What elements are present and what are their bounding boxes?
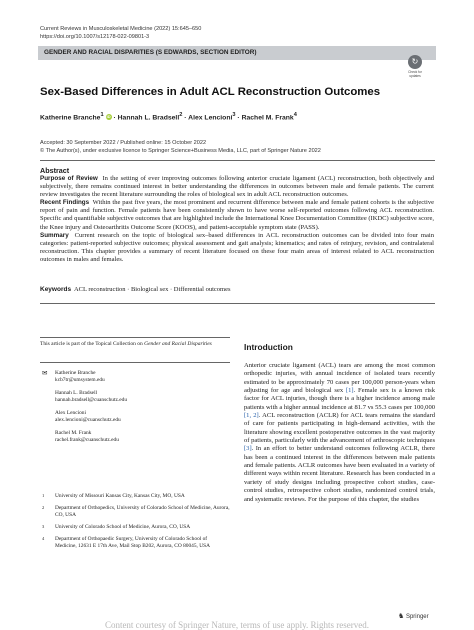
abstract-summary: Summary Current research on the topic of biological sex–based differences in ACL reconstruction outcomes can be divided into four main categories: patient-reported subjective outcomes; physical assessment and gait analysis; kinematics; and rates of reinjury, revision, and contralateral reconstruction. This chapter provides a summary of recent literature focused on these four main areas of interest related to ACL reconstruction outcomes in males and females. — [40, 231, 434, 263]
orcid-icon[interactable]: iD — [106, 114, 111, 120]
citation-link[interactable]: [3] — [244, 445, 252, 453]
doi-link[interactable]: https://doi.org/10.1007/s12178-022-09801-3 — [40, 34, 150, 40]
publisher-logo: ♞ Springer — [398, 613, 429, 620]
springer-horse-icon: ♞ — [398, 613, 405, 620]
email-link[interactable]: kcb7tr@umsystem.edu — [55, 377, 105, 383]
author-list: Katherine Branche$^1$ iD · Hannah L. Bradsell$^2$ · Alex Lencioni$^3$ · Rachel M. Frank$^4$ — [40, 112, 297, 122]
abstract-findings: Recent Findings Within the past five years, the most prominent and recurrent difference between male and female patient cohorts is the subjective report of pain and function. Female patients have been consistently shown to have worse self-reported outcomes following ACL reconstruction. Specific and quantifiable subjective outcomes that are highlighted include the International Knee Documentation Committee (IKDC) subjective score, the Knee injury and Osteoarthritis Outcome Score (KOOS), and patient-acceptable symptom state (PASS). — [40, 199, 434, 231]
introduction-body: Anterior cruciate ligament (ACL) tears are among the most common orthopedic injuries, with annual incidence of isolated tears recently estimated to be approximately 70 cases per 100,000 person-years when adjusting for age and biological sex [1]. Female sex is a known risk factor for ACL injuries, though there is a higher incidence among male patients with a higher annual incidence at 81.7 vs 55.3 cases per 100,000 [1, 2]. ACL reconstruction (ACLR) for ACL tears remains the standard of care for patients participating in high-demand activities, with the literature showing excellent postoperative outcomes in the vast majority of patients, particularly with the advancement of arthroscopic techniques [3]. In an effort to better understand outcomes following ACLR, there has been a continued interest in the differences between male patients and female patients. ACLR outcomes have been evaluated in a variety of different ways within recent literature. Research has been conducted in a variety of study designs including prospective cohort studies, case-control studies, retrospective cohort studies, randomized control trials, and systematic reviews. For the purpose of this chapter, the studies — [244, 362, 436, 503]
introduction-heading: Introduction — [244, 342, 293, 352]
dates-line: Accepted: 30 September 2022 / Published online: 15 October 2022 — [40, 140, 207, 146]
keywords-items: ACL reconstruction · Biological sex · Differential outcomes — [73, 286, 231, 293]
check-for-updates-badge[interactable] — [404, 55, 426, 79]
affiliation-item: 4 Department of Orthopaedic Surgery, University of Colorado School of Medicine, 12631 E 17th Ave, Mail Stop B202, Aurora, CO 80045, USA — [42, 536, 211, 549]
copyright-line: © The Author(s), under exclusive licence to Springer Science+Business Media, LLC, part of Springer Nature 2022 — [40, 147, 321, 154]
update-icon: ↻ — [408, 55, 422, 69]
badge-label: Check for updates — [408, 70, 422, 78]
contact-list — [40, 370, 230, 450]
author-name[interactable]: Alex Lencioni — [188, 114, 233, 122]
contact-item: Hannah L. Bradsell hannah.bradsell@cuanschutz.edu — [40, 390, 230, 404]
affiliation-list — [40, 493, 230, 555]
email-link[interactable]: alex.lencioni@cuanschutz.edu — [55, 417, 121, 423]
author-name[interactable]: Hannah L. Bradsell — [117, 114, 180, 122]
affiliation-item: 3 University of Colorado School of Medicine, Aurora, CO, USA — [42, 524, 191, 530]
collection-note: This article is part of the Topical Collection on Gender and Racial Disparities — [40, 341, 212, 347]
email-link[interactable]: hannah.bradsell@cuanschutz.edu — [55, 397, 128, 403]
author-name[interactable]: Rachel M. Frank — [241, 114, 294, 122]
envelope-icon: ✉ — [42, 370, 48, 377]
footer-notice: Content courtesy of Springer Nature, terms of use apply. Rights reserved. — [104, 620, 370, 630]
abstract-body — [40, 175, 434, 264]
divider — [40, 160, 435, 161]
email-link[interactable]: rachel.frank@cuanschutz.edu — [55, 437, 119, 443]
publication-dates — [40, 140, 321, 155]
contact-item: ✉ Katherine Branche kcb7tr@umsystem.edu — [40, 370, 230, 384]
contact-item: Rachel M. Frank rachel.frank@cuanschutz.edu — [40, 430, 230, 444]
journal-citation: Current Reviews in Musculoskeletal Medicine (2022) 15:645–650 — [40, 26, 202, 32]
keywords-label: Keywords — [40, 286, 72, 293]
keywords — [40, 286, 230, 293]
affiliation-item: 2 Department of Orthopedics, University of Colorado School of Medicine, Aurora, CO, USA — [42, 505, 230, 518]
author-name[interactable]: Katherine Branche — [40, 114, 101, 122]
divider — [40, 303, 435, 304]
citation-link[interactable]: [1] — [345, 387, 354, 395]
abstract-purpose: Purpose of Review In the setting of ever improving outcomes following anterior cruciate ligament (ACL) reconstruction, both objectively and subjectively, there remains continued interest in better understanding the differences in outcomes between male and female patients. The current review investigates the recent literature surrounding the roles of biological sex in adult ACL reconstruction outcomes. — [40, 175, 434, 199]
affiliation-item: 1 University of Missouri Kansas City, Kansas City, MO, USA — [42, 493, 185, 499]
divider — [40, 337, 230, 338]
divider — [40, 362, 230, 363]
article-title: Sex-Based Differences in Adult ACL Reconstruction Outcomes — [40, 86, 381, 98]
citation-link[interactable]: [1, 2] — [244, 412, 259, 420]
abstract-heading: Abstract — [40, 166, 70, 175]
section-band: GENDER AND RACIAL DISPARITIES (S EDWARDS, SECTION EDITOR) — [38, 46, 436, 60]
contact-item: Alex Lencioni alex.lencioni@cuanschutz.edu — [40, 410, 230, 424]
